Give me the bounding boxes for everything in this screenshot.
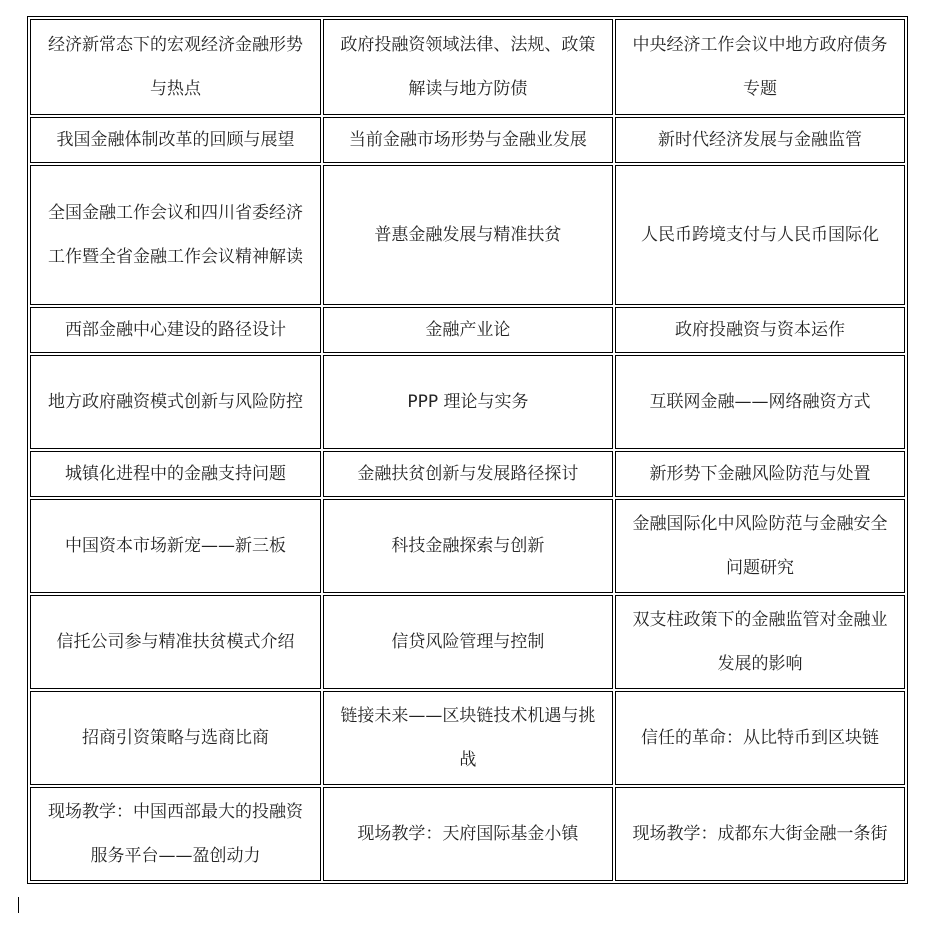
table-cell: 金融产业论 — [323, 307, 613, 353]
table-cell: 信任的革命：从比特币到区块链 — [615, 691, 905, 785]
table-row — [30, 451, 905, 497]
table-cell: 现场教学：中国西部最大的投融资服务平台——盈创动力 — [30, 787, 321, 881]
table-cell: 现场教学：成都东大街金融一条街 — [615, 787, 905, 881]
table-row — [30, 355, 905, 449]
table-cell: 招商引资策略与选商比商 — [30, 691, 321, 785]
table-cell: 地方政府融资模式创新与风险防控 — [30, 355, 321, 449]
table-cell: 当前金融市场形势与金融业发展 — [323, 117, 613, 163]
table-cell: 信贷风险管理与控制 — [323, 595, 613, 689]
table-row — [30, 117, 905, 163]
table-cell: 双支柱政策下的金融监管对金融业发展的影响 — [615, 595, 905, 689]
table-cell: 我国金融体制改革的回顾与展望 — [30, 117, 321, 163]
table-cell: 人民币跨境支付与人民币国际化 — [615, 165, 905, 305]
document-body — [27, 16, 908, 884]
table-cell: 金融国际化中风险防范与金融安全问题研究 — [615, 499, 905, 593]
table-cell: 全国金融工作会议和四川省委经济工作暨全省金融工作会议精神解读 — [30, 165, 321, 305]
table-cell: 经济新常态下的宏观经济金融形势与热点 — [30, 19, 321, 115]
table-cell: 信托公司参与精准扶贫模式介绍 — [30, 595, 321, 689]
table-cell: 西部金融中心建设的路径设计 — [30, 307, 321, 353]
course-topics-table — [27, 16, 908, 884]
table-cell: 新时代经济发展与金融监管 — [615, 117, 905, 163]
table-row — [30, 165, 905, 305]
table-row — [30, 307, 905, 353]
table-cell: PPP 理论与实务 — [323, 355, 613, 449]
table-row — [30, 691, 905, 785]
table-row — [30, 499, 905, 593]
table-row — [30, 595, 905, 689]
table-cell: 中国资本市场新宠——新三板 — [30, 499, 321, 593]
table-cell: 城镇化进程中的金融支持问题 — [30, 451, 321, 497]
table-cell: 金融扶贫创新与发展路径探讨 — [323, 451, 613, 497]
table-cell: 互联网金融——网络融资方式 — [615, 355, 905, 449]
table-cell: 链接未来——区块链技术机遇与挑战 — [323, 691, 613, 785]
table-cell: 新形势下金融风险防范与处置 — [615, 451, 905, 497]
text-cursor — [18, 897, 19, 913]
table-row — [30, 787, 905, 881]
table-row — [30, 19, 905, 115]
table-cell: 普惠金融发展与精准扶贫 — [323, 165, 613, 305]
table-cell: 现场教学：天府国际基金小镇 — [323, 787, 613, 881]
table-cell: 科技金融探索与创新 — [323, 499, 613, 593]
table-cell: 政府投融资与资本运作 — [615, 307, 905, 353]
table-cell: 政府投融资领域法律、法规、政策解读与地方防债 — [323, 19, 613, 115]
table-cell: 中央经济工作会议中地方政府债务专题 — [615, 19, 905, 115]
